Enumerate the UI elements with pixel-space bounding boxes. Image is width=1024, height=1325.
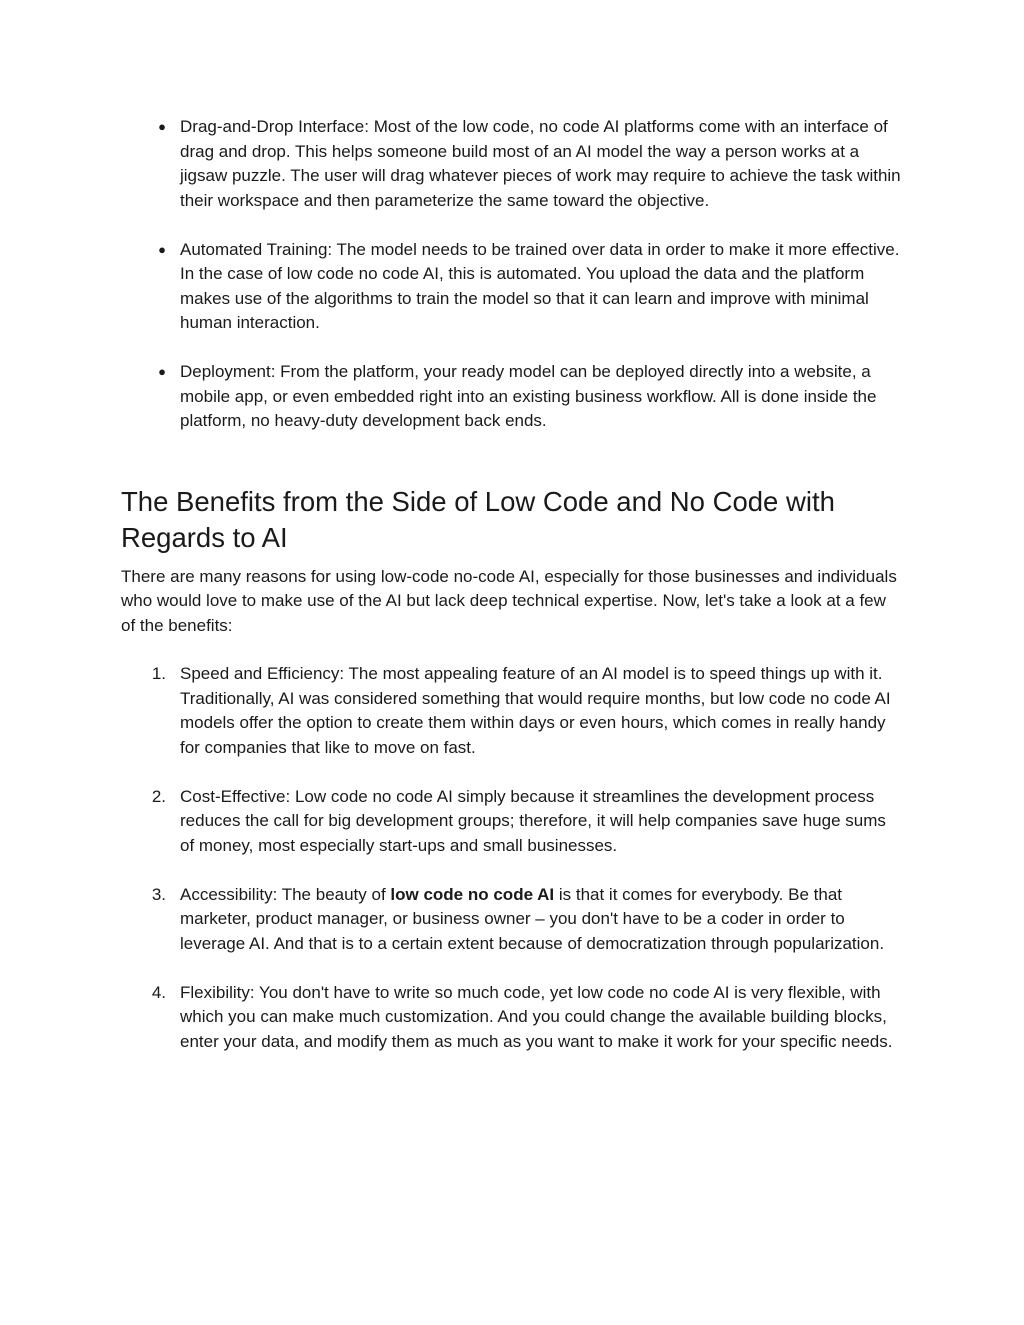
intro-paragraph: There are many reasons for using low-code no-code AI, especially for those businesses and individuals who would love to make use of the AI but lack deep technical expertise. Now, let's take a look at a few of the benefits:	[121, 566, 897, 635]
number-marker: 3.	[151, 884, 166, 904]
list-item	[121, 785, 901, 859]
number-marker: 4.	[151, 982, 166, 1002]
list-item-text: Automated Training: The model needs to be trained over data in order to make it more effective. In the case of low code no code AI, this is automated. You upload the data and the platform makes use of the algorithms to train the model so that it can learn and improve with minimal human interaction.	[180, 239, 900, 332]
list-item	[121, 981, 901, 1055]
feature-bullet-list	[121, 115, 901, 434]
list-item-text-after: is that it comes for everybody. Be that marketer, product manager, or business owner – you don't have to be a coder in order to leverage AI. And that is to a certain extent because of democratization through popularization.	[180, 884, 885, 953]
list-item	[121, 662, 901, 760]
list-item	[121, 238, 901, 336]
number-marker: 2.	[151, 786, 166, 806]
bullet-marker: ●	[158, 364, 166, 379]
bullet-marker: ●	[158, 241, 166, 257]
bullet-marker: ●	[158, 119, 166, 134]
list-item-text: Drag-and-Drop Interface: Most of the low code, no code AI platforms come with an interface of drag and drop. This helps someone build most of an AI model the way a person works at a jigsaw puzzle. The user will drag whatever pieces of work may require to achieve the task within their workspace and then parameterize the same toward the objective.	[180, 117, 901, 210]
list-item	[121, 360, 901, 434]
list-item-text: Speed and Efficiency: The most appealing feature of an AI model is to speed things up with it. Traditionally, AI was considered something that would require months, but low code no code AI models offer the option to create them within days or even hours, which comes in really handy for companies that like to move on fast.	[180, 664, 891, 757]
bold-keyword: low code no code AI	[390, 884, 555, 904]
section-heading: The Benefits from the Side of Low Code and No Code with Regards to AI	[121, 485, 835, 553]
list-item	[121, 883, 901, 957]
list-item-text: Cost-Effective: Low code no code AI simply because it streamlines the development process reduces the call for big development groups; therefore, it will help companies save huge sums of money, most especially start-ups and small businesses.	[180, 786, 886, 855]
list-item-text: Flexibility: You don't have to write so much code, yet low code no code AI is very flexible, with which you can make much customization. And you could change the available building blocks, enter your data, and modify them as much as you want to make it work for your specific needs.	[180, 982, 893, 1051]
list-item	[121, 115, 901, 213]
list-item-text: Deployment: From the platform, your ready model can be deployed directly into a website, a mobile app, or even embedded right into an existing business workflow. All is done inside the platform, no heavy-duty development back ends.	[180, 362, 877, 430]
benefits-numbered-list	[121, 662, 901, 1054]
document-content	[121, 115, 901, 1054]
number-marker: 1.	[151, 664, 166, 683]
list-item-text-before: Accessibility: The beauty of	[180, 884, 391, 904]
